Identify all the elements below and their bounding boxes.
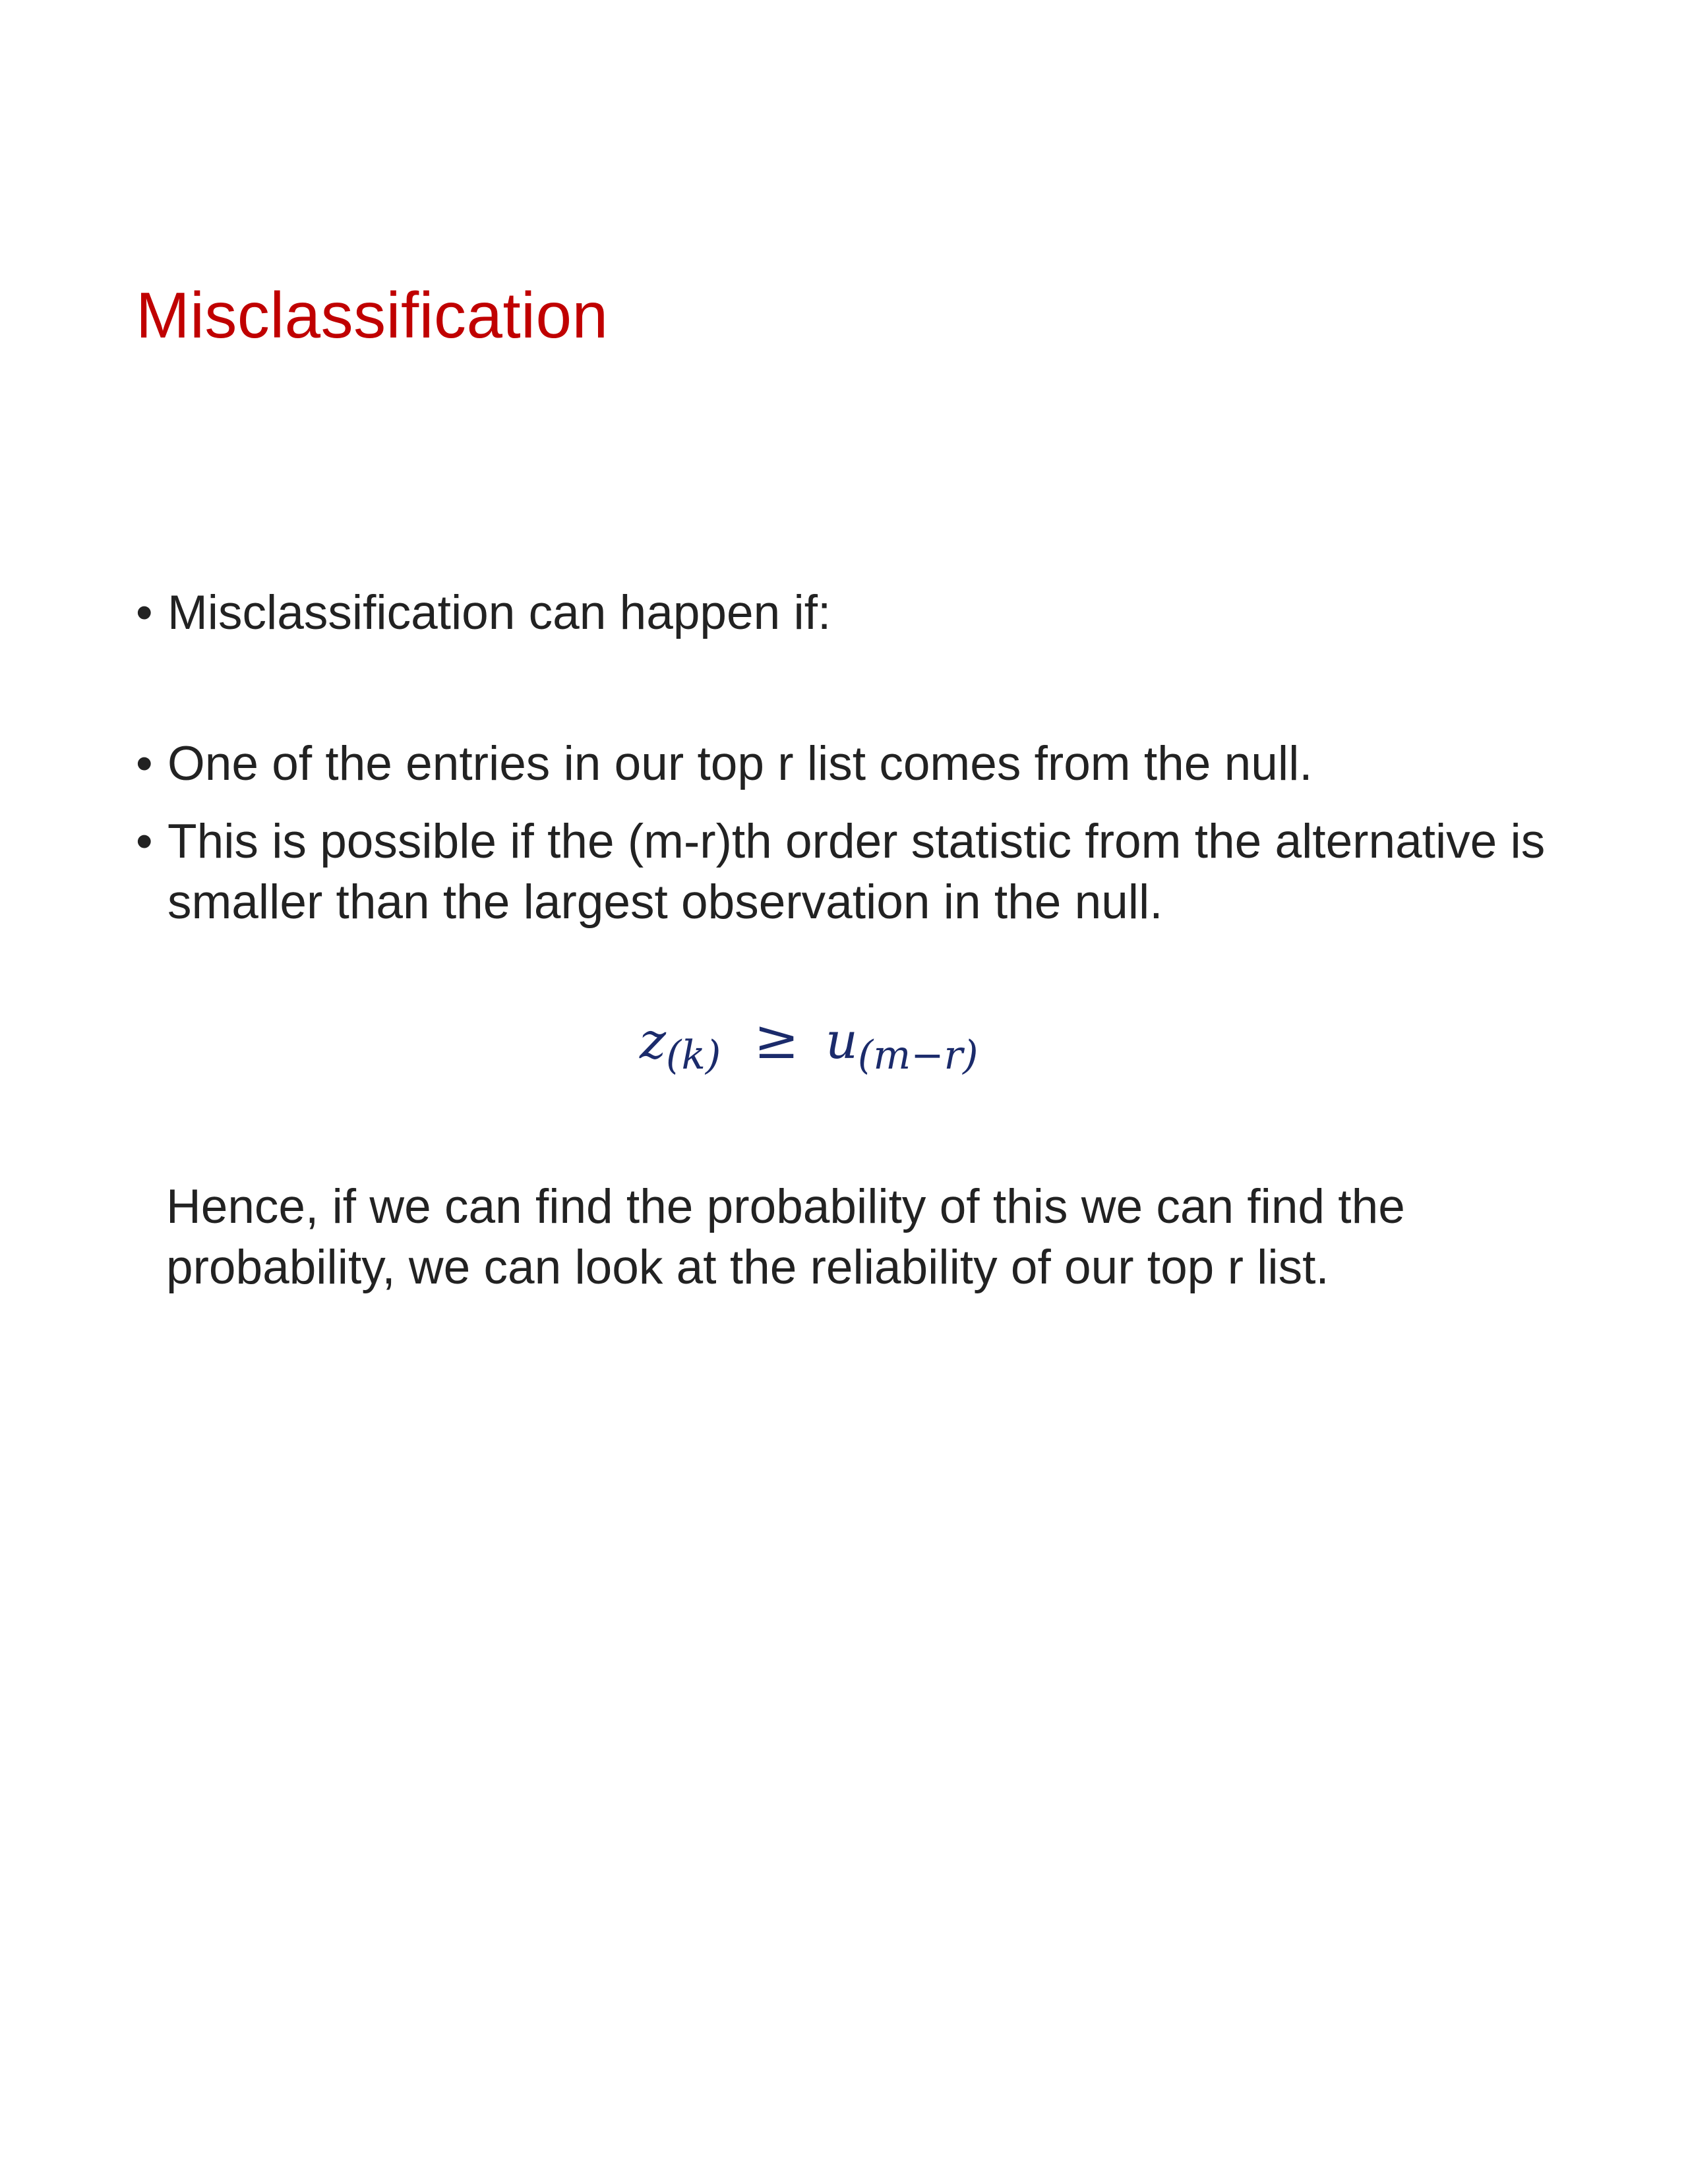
slide-title: Misclassification bbox=[136, 279, 609, 351]
bullet-item-1 bbox=[136, 583, 831, 643]
formula-lhs-subscript: (k) bbox=[666, 1032, 721, 1078]
bullet-item-2 bbox=[136, 734, 1313, 794]
bullet-item-3 bbox=[136, 812, 1613, 933]
order-statistic-inequality bbox=[640, 1009, 979, 1078]
formula-rhs-variable: u bbox=[825, 1011, 858, 1070]
formula-rhs-subscript: (m−r) bbox=[857, 1032, 979, 1078]
bullet-icon: • bbox=[136, 586, 153, 639]
bullet-icon: • bbox=[136, 737, 153, 790]
bullet-line bbox=[136, 734, 1313, 794]
conclusion-text: Hence, if we can find the probability of this we can find the probability, we can look at the reliability of our top r list. bbox=[166, 1180, 1405, 1294]
bullet-text: One of the entries in our top r list comes from the null. bbox=[167, 737, 1313, 790]
bullet-line bbox=[136, 583, 831, 643]
bullet-text: Misclassification can happen if: bbox=[167, 586, 831, 639]
formula-lhs-variable: z bbox=[640, 1011, 667, 1070]
bullet-text: This is possible if the (m-r)th order statistic from the alternative is smaller than the largest observation in the null. bbox=[167, 815, 1546, 929]
formula-operator: ≥ bbox=[754, 1009, 799, 1071]
bullet-icon: • bbox=[136, 815, 153, 868]
bullet-line bbox=[136, 812, 1613, 933]
